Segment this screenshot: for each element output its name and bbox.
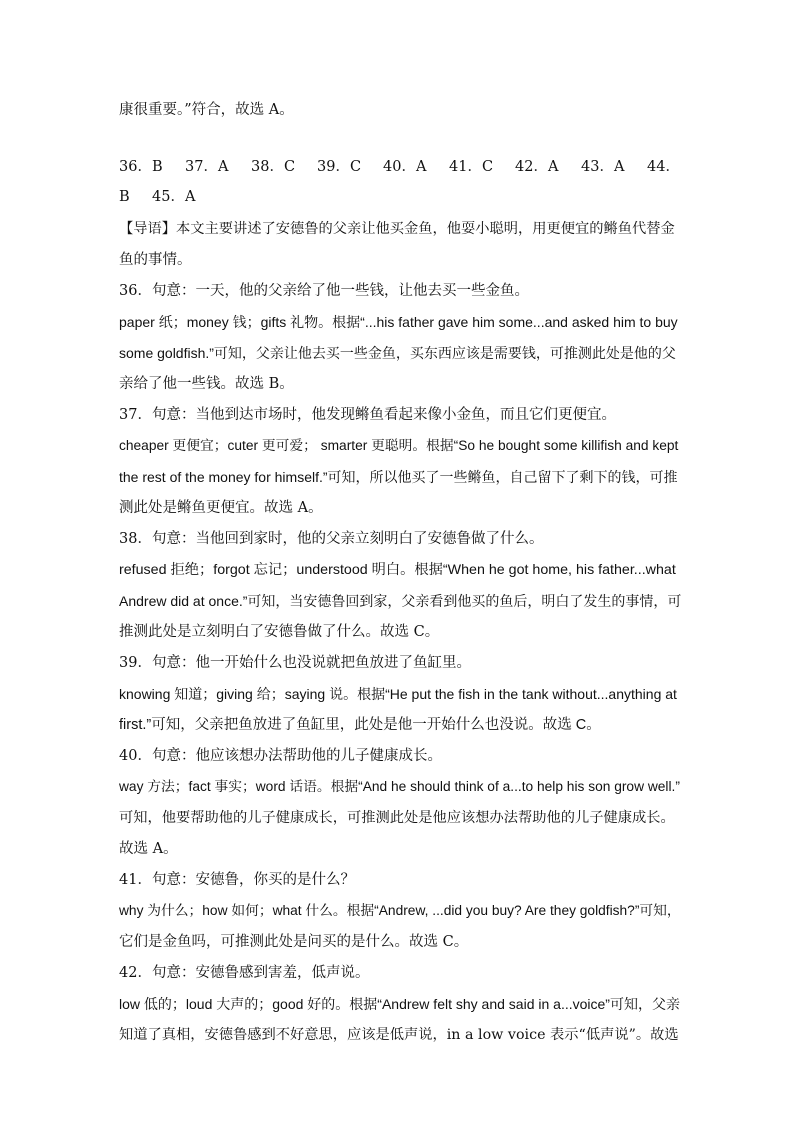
text-line: way 方法；fact 事实；word 话语。根据“And he should think of a...to help his son grow well.” [119, 779, 680, 794]
text-line: 推测此处是立刻明白了安德鲁做了什么。故选 C。 [119, 624, 440, 640]
answer-37: 37．A [185, 159, 229, 175]
text-line: 亲给了他一些钱。故选 B。 [119, 376, 294, 392]
text-line: knowing 知道；giving 给；saying 说。根据“He put the fish in the tank without...anything at [119, 686, 677, 702]
answer-44-value: B [119, 189, 130, 205]
text-line: first.”可知，父亲把鱼放进了鱼缸里，此处是他一开始什么也没说。故选 C。 [119, 717, 601, 733]
text-line: cheaper 更便宜；cuter 更可爱； smarter 更聪明。根据“So he bought some killifish and kept [119, 438, 679, 453]
answer-38: 38．C [251, 159, 296, 175]
text-line: 41．句意：安德鲁，你买的是什么？ [119, 872, 355, 888]
answer-45: 45．A [152, 189, 196, 205]
answer-42: 42．A [515, 159, 559, 175]
answer-39: 39．C [317, 159, 362, 175]
text-line: some goldfish.”可知，父亲让他去买一些金鱼，买东西应该是需要钱，可推测此处是他的父 [119, 345, 676, 361]
text-line: 可知，他要帮助他的儿子健康成长，可推测此处是他应该想办法帮助他的儿子健康成长。 [119, 810, 675, 826]
text-line: 知道了真相，安德鲁感到不好意思，应该是低声说，in a low voice 表示“低声说”。故选 [119, 1027, 679, 1043]
guide-heading-line: 【导语】本文主要讲述了安德鲁的父亲让他买金鱼，他耍小聪明，用更便宜的鳉鱼代替金 [119, 221, 675, 237]
text-line: 39．句意：他一开始什么也没说就把鱼放进了鱼缸里。 [119, 655, 471, 671]
text-line: 康很重要。”符合，故选 A。 [119, 102, 294, 118]
answer-41: 41．C [449, 159, 494, 175]
text-line: 37．句意：当他到达市场时，他发现鳉鱼看起来像小金鱼，而且它们更便宜。 [119, 407, 616, 423]
text-line: 40．句意：他应该想办法帮助他的儿子健康成长。 [119, 748, 442, 764]
answer-44-number: 44． [647, 159, 680, 175]
text-line: 36．句意：一天，他的父亲给了他一些钱，让他去买一些金鱼。 [119, 283, 529, 299]
text-line: 鱼的事情。 [119, 252, 192, 268]
text-line: low 低的；loud 大声的；good 好的。根据“Andrew felt shy and said in a...voice”可知，父亲 [119, 996, 680, 1012]
text-line: Andrew did at once.”可知，当安德鲁回到家，父亲看到他买的鱼后，明白了发生的事情，可 [119, 593, 682, 609]
text-line: 故选 A。 [119, 841, 178, 857]
text-line: 测此处是鳉鱼更便宜。故选 A。 [119, 500, 323, 516]
answer-key-row-1 [119, 157, 684, 177]
text-line: paper 纸；money 钱；gifts 礼物。根据“...his father gave him some...and asked him to buy [119, 314, 678, 330]
answer-40: 40．A [383, 159, 427, 175]
answer-43: 43．A [581, 159, 625, 175]
answer-36: 36．B [119, 159, 163, 175]
text-line: the rest of the money for himself.”可知，所以他买了一些鳉鱼，自己留下了剩下的钱，可推 [119, 469, 678, 485]
text-line: why 为什么；how 如何；what 什么。根据“Andrew, ...did you buy? Are they goldfish?”可知， [119, 903, 681, 918]
text-line: refused 拒绝；forgot 忘记；understood 明白。根据“When he got home, his father...what [119, 562, 676, 578]
text-line: 42．句意：安德鲁感到害羞，低声说。 [119, 965, 370, 981]
answer-key-row-2 [119, 187, 684, 207]
text-line: 38．句意：当他回到家时，他的父亲立刻明白了安德鲁做了什么。 [119, 531, 544, 547]
text-line: 它们是金鱼吗，可推测此处是问买的是什么。故选 C。 [119, 934, 469, 950]
